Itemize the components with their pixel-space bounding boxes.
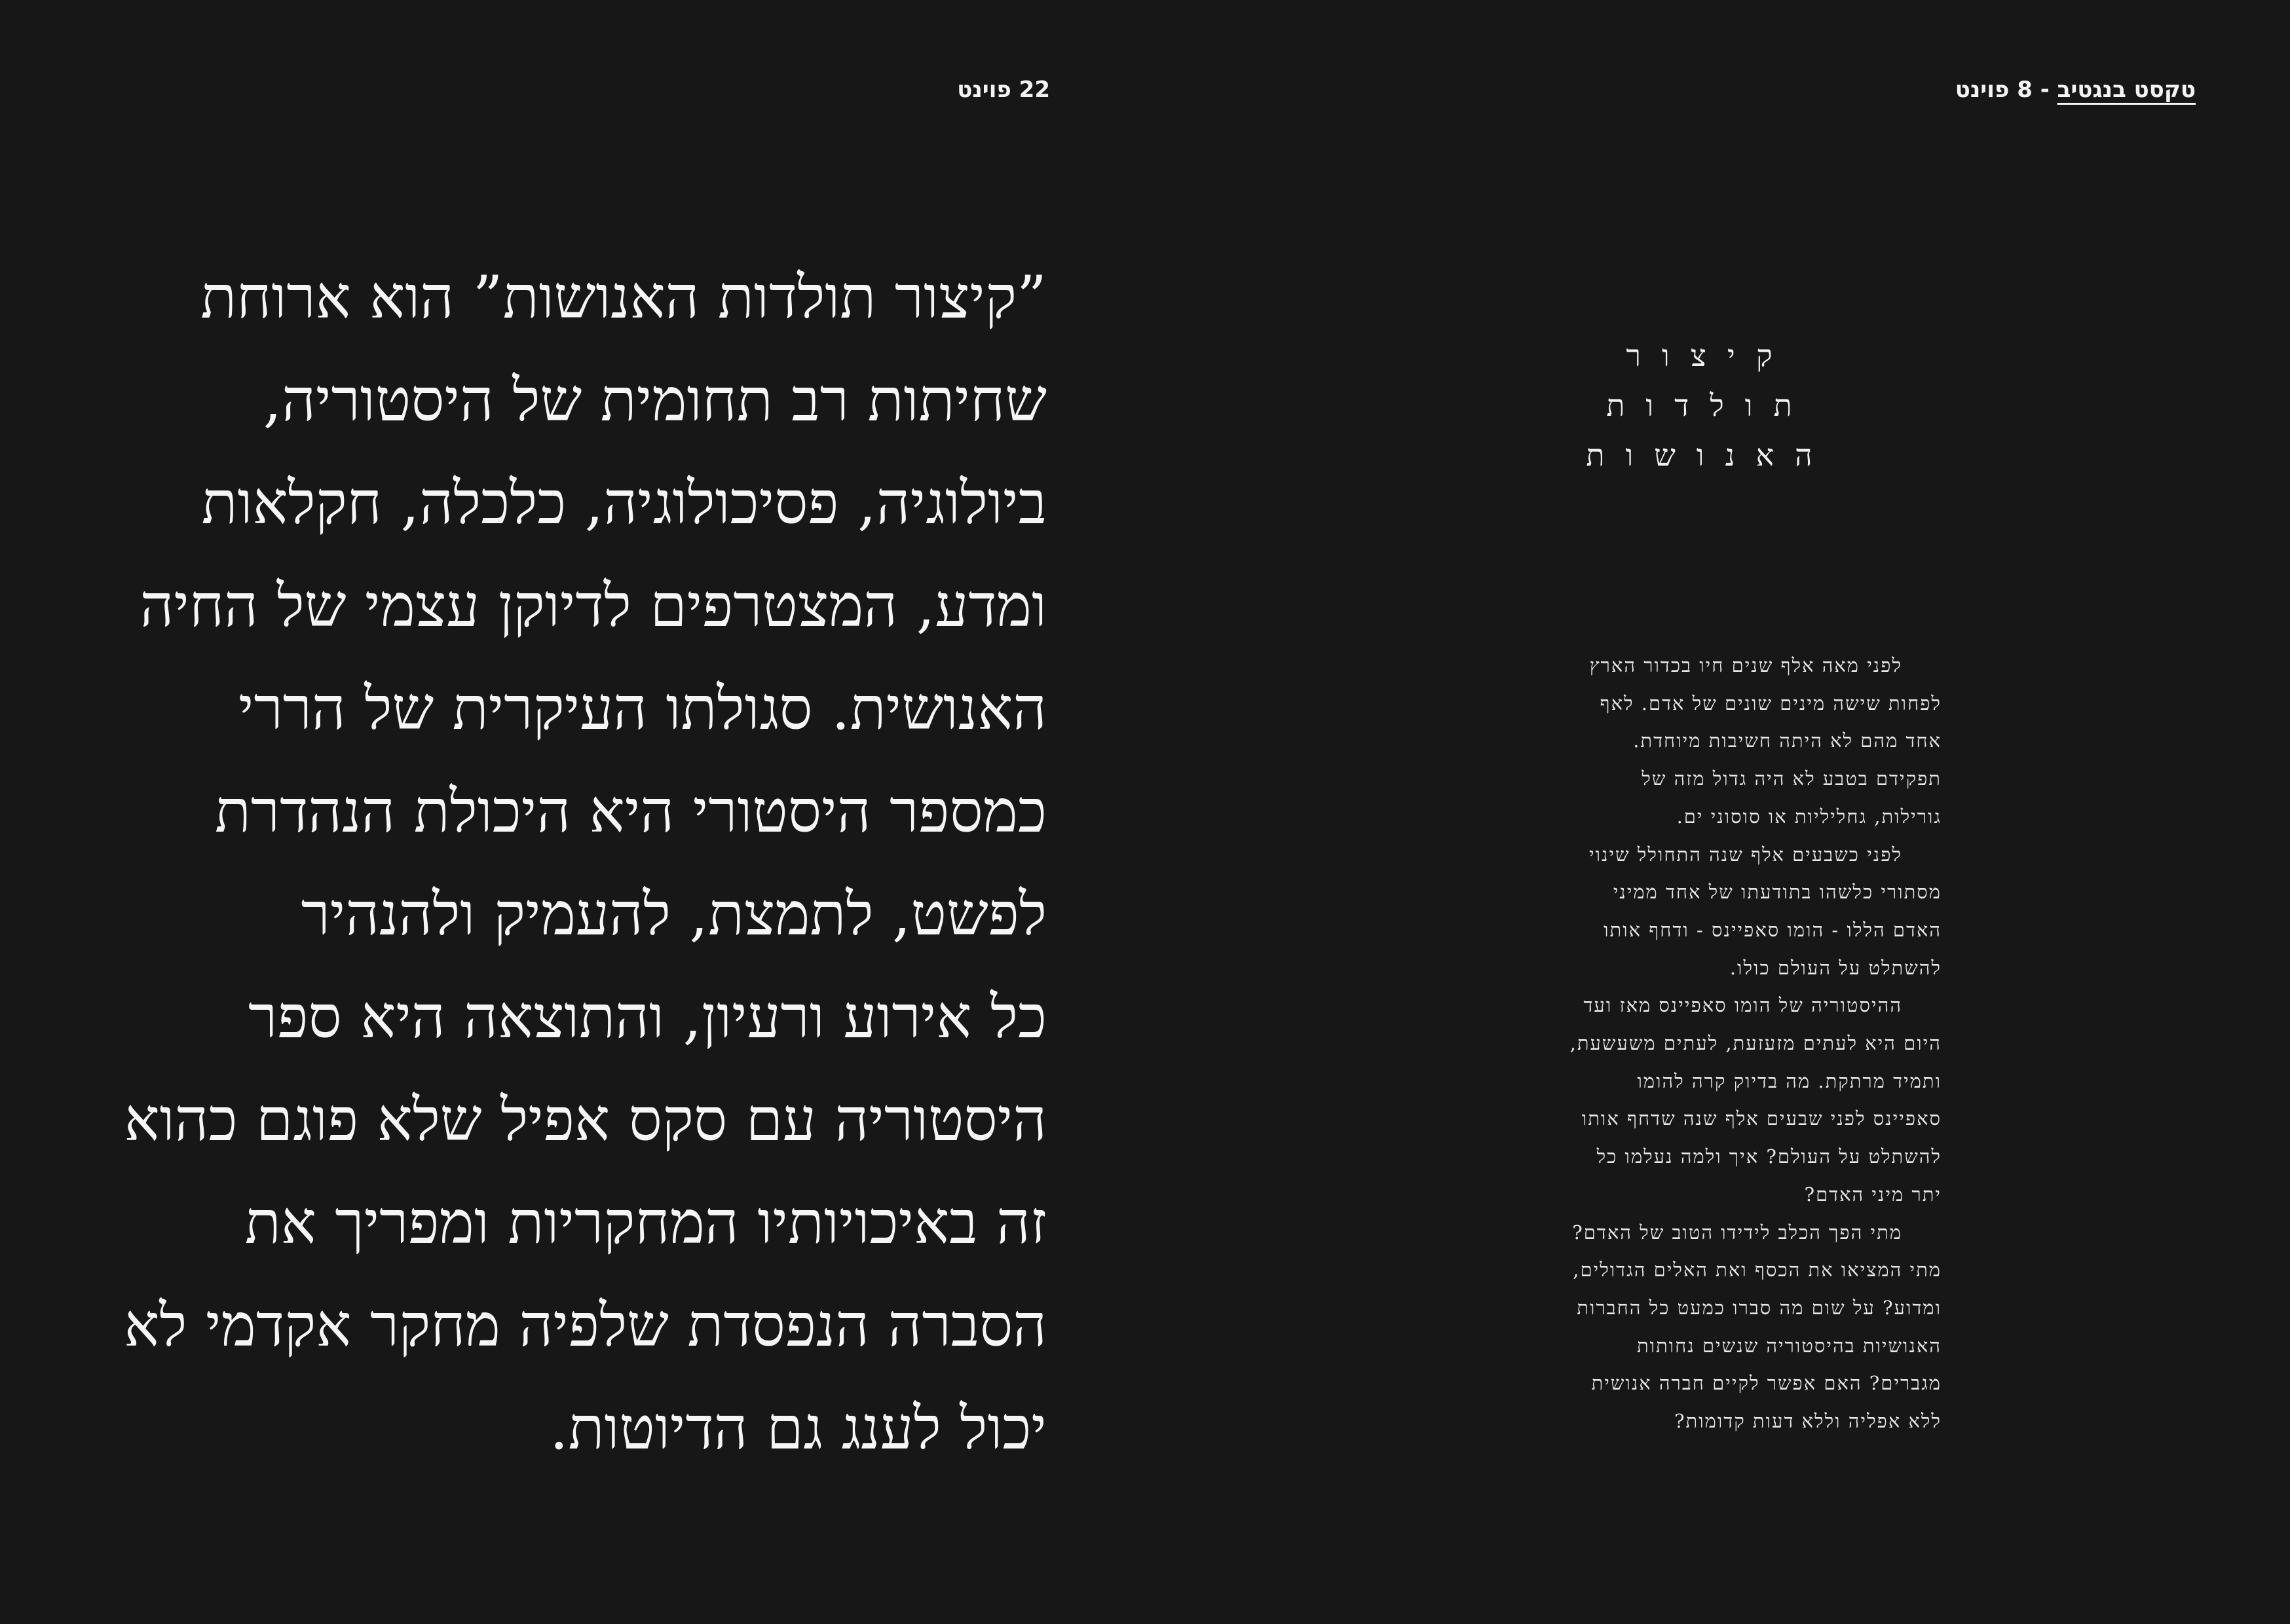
large-text-line: ומדע, המצטרפים לדיוקן עצמי של החיה bbox=[140, 572, 1047, 640]
small-text-line: מתי הפך הכלב לידידו הטוב של האדם? bbox=[1572, 1221, 1902, 1244]
small-text-line: ללא אפליה וללא דעות קדומות? bbox=[1674, 1410, 1942, 1433]
large-text-line: הסברה הנפסדת שלפיה מחקר אקדמי לא bbox=[124, 1291, 1047, 1360]
large-text-line: שחיתות רב תחומית של היסטוריה, bbox=[263, 366, 1047, 435]
small-text-line: האדם הללו - הומו סאפיינס - ודחף אותו bbox=[1604, 918, 1942, 941]
small-text-line: אחד מהם לא היתה חשיבות מיוחדת. bbox=[1633, 729, 1942, 752]
negative-text-label: טקסט בנגטיב bbox=[2057, 77, 2196, 103]
point-size-label: - 8 פוינט bbox=[1955, 77, 2057, 103]
small-text-line: לפני מאה אלף שנים חיו בכדור הארץ bbox=[1589, 654, 1902, 676]
small-text-line: להשתלט על העולם כולו. bbox=[1729, 956, 1942, 979]
small-text-line: היום היא לעתים מזעזעת, לעתים משעשעת, bbox=[1569, 1032, 1942, 1055]
small-text-line: תפקידם בטבע לא היה גדול מזה של bbox=[1642, 767, 1942, 790]
small-text-line: מסתורי כלשהו בתודעתו של אחד ממיני bbox=[1613, 881, 1942, 904]
page-label-22pt: 22 פוינט bbox=[957, 77, 1050, 103]
large-text-line: זה באיכויותיו המחקריות ומפריך את bbox=[244, 1189, 1047, 1257]
small-text-line: ההיסטוריה של הומו סאפיינס מאז ועד bbox=[1583, 994, 1902, 1017]
small-text-line: מגברים? האם אפשר לקיים חברה אנושית bbox=[1591, 1372, 1942, 1395]
large-text-line: ”קיצור תולדות האנושות” הוא ארוחת bbox=[200, 263, 1047, 332]
large-text-line: ביולוגיה, פסיכולוגיה, כלכלה, חקלאות bbox=[201, 469, 1047, 538]
large-text-line: לפשט, לתמצת, להעמיק ולהנהיר bbox=[301, 880, 1047, 949]
large-text-line: כל אירוע ורעיון, והתוצאה היא ספר bbox=[248, 983, 1047, 1052]
title-line: האנושות bbox=[1586, 437, 1833, 473]
small-text-line: סאפיינס לפני שבעים אלף שנה שדחף אותו bbox=[1581, 1107, 1942, 1130]
small-text-line: יתר מיני האדם? bbox=[1804, 1183, 1942, 1206]
small-text-line: גורילות, גחליליות או סוסוני ים. bbox=[1676, 805, 1942, 828]
title-line: תולדות bbox=[1606, 388, 1813, 423]
small-text-line: להשתלט על העולם? איך ולמה נעלמו כל bbox=[1596, 1145, 1942, 1168]
large-text-line: האנושית. סגולתו העיקרית של הררי bbox=[238, 674, 1047, 743]
page-label-negative-8pt bbox=[1955, 73, 2196, 106]
small-text-line: האנושיות בהיסטוריה שנשים נחותות bbox=[1636, 1334, 1942, 1357]
small-text-line: לפני כשבעים אלף שנה התחולל שינוי bbox=[1589, 843, 1902, 866]
small-text-line: לפחות שישה מינים שונים של אדם. לאף bbox=[1600, 692, 1942, 714]
large-text-line: היסטוריה עם סקס אפיל שלא פוגם כהוא bbox=[124, 1086, 1047, 1154]
large-body-text bbox=[25, 246, 1047, 1480]
book-title bbox=[1559, 331, 1860, 480]
title-line: קיצור bbox=[1626, 338, 1793, 373]
small-body-text bbox=[1444, 647, 1942, 1441]
large-text-line: יכול לענג גם הדיוטות. bbox=[550, 1394, 1047, 1463]
large-text-line: כמספר היסטורי היא היכולת הנהדרת bbox=[214, 777, 1047, 846]
small-text-line: ומדוע? על שום מה סברו כמעט כל החברות bbox=[1577, 1296, 1942, 1319]
small-text-line: ותמיד מרתקת. מה בדיוק קרה להומו bbox=[1637, 1069, 1942, 1092]
small-text-line: מתי המציאו את הכסף ואת האלים הגדולים, bbox=[1573, 1259, 1942, 1282]
